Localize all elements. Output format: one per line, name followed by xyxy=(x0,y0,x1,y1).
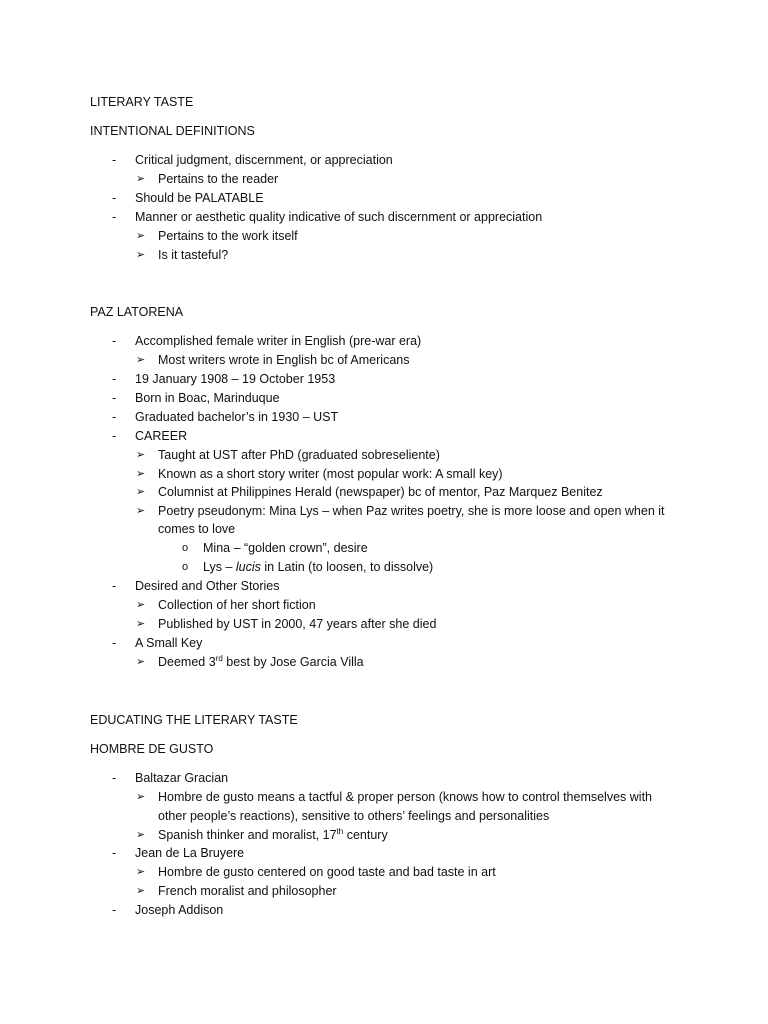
paz-item: Accomplished female writer in English (pre-war era) xyxy=(135,334,422,348)
hombre-subitem: French moralist and philosopher xyxy=(158,884,337,898)
arrow-bullet-icon: ➢ xyxy=(136,505,146,517)
dash-bullet: - xyxy=(112,410,117,424)
hombre-item: Baltazar Gracian xyxy=(135,771,229,785)
dash-bullet: - xyxy=(112,579,117,593)
paz-item: Desired and Other Stories xyxy=(135,579,280,593)
hombre-subitem: Hombre de gusto centered on good taste and bad taste in art xyxy=(158,865,496,879)
paz-subitem: Most writers wrote in English bc of Americans xyxy=(158,353,410,367)
hombre-subitem-continued: other people’s reactions), sensitive to others’ feelings and personalities xyxy=(158,809,550,823)
dash-bullet: - xyxy=(112,903,117,917)
arrow-bullet-icon: ➢ xyxy=(136,230,146,242)
paz-item: A Small Key xyxy=(135,636,203,650)
heading-hombre-de-gusto: HOMBRE DE GUSTO xyxy=(90,742,214,756)
hombre-item: Joseph Addison xyxy=(135,903,224,917)
arrow-bullet-icon: ➢ xyxy=(136,449,146,461)
hombre-item: Jean de La Bruyere xyxy=(135,846,245,860)
paz-subsubitem xyxy=(203,559,433,575)
definition-subitem: Pertains to the reader xyxy=(158,172,279,186)
circle-bullet: o xyxy=(182,561,189,573)
paz-item: Born in Boac, Marinduque xyxy=(135,391,280,405)
arrow-bullet-icon: ➢ xyxy=(136,249,146,261)
superscript: th xyxy=(336,827,344,836)
paz-subitem: Published by UST in 2000, 47 years after she died xyxy=(158,617,437,631)
heading-literary-taste: LITERARY TASTE xyxy=(90,95,194,109)
definition-item: Should be PALATABLE xyxy=(135,191,264,205)
text-run: best by Jose Garcia Villa xyxy=(222,655,364,669)
arrow-bullet-icon: ➢ xyxy=(136,618,146,630)
definition-item: Manner or aesthetic quality indicative of such discernment or appreciation xyxy=(135,210,543,224)
paz-item: Graduated bachelor’s in 1930 – UST xyxy=(135,410,339,424)
paz-subitem: Taught at UST after PhD (graduated sobreseliente) xyxy=(158,448,440,462)
arrow-bullet-icon: ➢ xyxy=(136,599,146,611)
paz-subitem-continued: comes to love xyxy=(158,522,236,536)
text-run: Lys – xyxy=(203,560,236,574)
definition-item: Critical judgment, discernment, or appreciation xyxy=(135,153,393,167)
dash-bullet: - xyxy=(112,191,117,205)
dash-bullet: - xyxy=(112,846,117,860)
dash-bullet: - xyxy=(112,771,117,785)
paz-subitem: Poetry pseudonym: Mina Lys – when Paz writes poetry, she is more loose and open when it xyxy=(158,504,665,518)
paz-subitem xyxy=(158,654,364,670)
arrow-bullet-icon: ➢ xyxy=(136,885,146,897)
paz-subitem: Known as a short story writer (most popular work: A small key) xyxy=(158,467,503,481)
dash-bullet: - xyxy=(112,372,117,386)
paz-item: 19 January 1908 – 19 October 1953 xyxy=(135,372,336,386)
paz-subitem: Collection of her short fiction xyxy=(158,598,316,612)
dash-bullet: - xyxy=(112,636,117,650)
heading-educating-literary-taste: EDUCATING THE LITERARY TASTE xyxy=(90,713,298,727)
paz-subitem: Columnist at Philippines Herald (newspaper) bc of mentor, Paz Marquez Benitez xyxy=(158,485,603,499)
dash-bullet: - xyxy=(112,334,117,348)
arrow-bullet-icon: ➢ xyxy=(136,468,146,480)
definition-subitem: Pertains to the work itself xyxy=(158,229,298,243)
text-run: in Latin (to loosen, to dissolve) xyxy=(260,560,434,574)
dash-bullet: - xyxy=(112,429,117,443)
dash-bullet: - xyxy=(112,153,117,167)
arrow-bullet-icon: ➢ xyxy=(136,354,146,366)
paz-item: CAREER xyxy=(135,429,188,443)
heading-intentional-definitions: INTENTIONAL DEFINITIONS xyxy=(90,124,255,138)
text-run: century xyxy=(343,828,388,842)
arrow-bullet-icon: ➢ xyxy=(136,486,146,498)
definition-subitem: Is it tasteful? xyxy=(158,248,229,262)
dash-bullet: - xyxy=(112,210,117,224)
paz-subsubitem: Mina – “golden crown”, desire xyxy=(203,541,368,555)
text-run: Deemed 3 xyxy=(158,655,216,669)
heading-paz-latorena: PAZ LATORENA xyxy=(90,305,184,319)
arrow-bullet-icon: ➢ xyxy=(136,173,146,185)
dash-bullet: - xyxy=(112,391,117,405)
arrow-bullet-icon: ➢ xyxy=(136,791,146,803)
arrow-bullet-icon: ➢ xyxy=(136,829,146,841)
hombre-subitem: Hombre de gusto means a tactful & proper person (knows how to control themselves with xyxy=(158,790,652,804)
italic-latin-word: lucis xyxy=(235,560,261,574)
text-run: Spanish thinker and moralist, 17 xyxy=(158,828,337,842)
superscript: rd xyxy=(215,654,223,663)
arrow-bullet-icon: ➢ xyxy=(136,656,146,668)
circle-bullet: o xyxy=(182,542,189,554)
arrow-bullet-icon: ➢ xyxy=(136,866,146,878)
hombre-subitem xyxy=(158,827,388,843)
